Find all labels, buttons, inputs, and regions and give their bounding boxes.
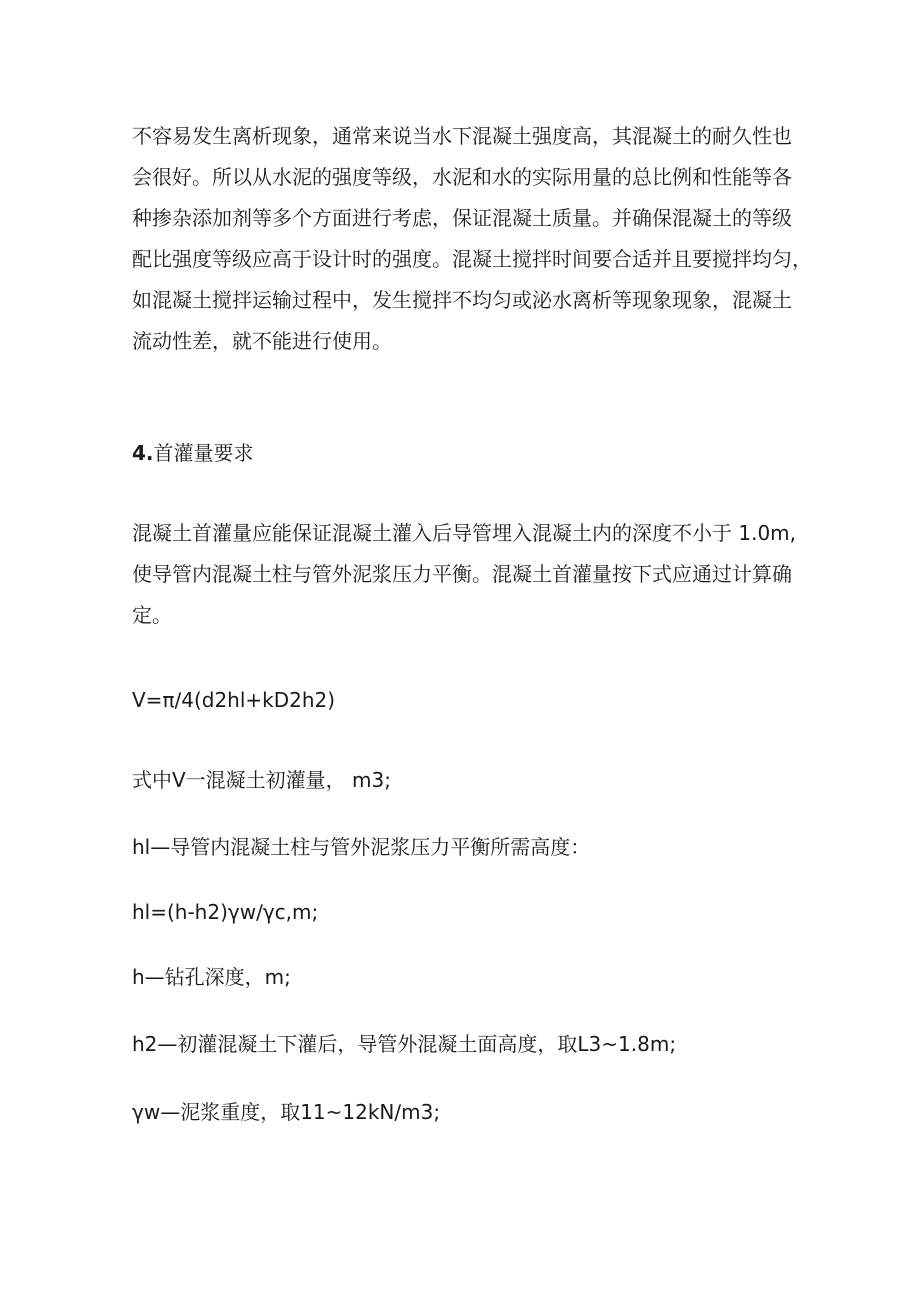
definition-gamma-w	[132, 1092, 800, 1133]
definition-h	[132, 957, 800, 998]
paragraph-first-pour	[132, 513, 800, 636]
text-line: 种掺杂添加剂等多个方面进行考虑，保证混凝土质量。并确保混凝土的等级	[132, 206, 792, 230]
text-line: hl—导管内混凝土柱与管外泥浆压力平衡所需高度：	[132, 835, 591, 859]
paragraph-concrete-quality	[132, 116, 812, 362]
formula-volume	[132, 680, 800, 721]
text-line: 混凝土首灌量应能保证混凝土灌入后导管埋入混凝土内的深度不小于 1.0m,	[132, 521, 797, 545]
text-line: 定。	[132, 603, 172, 627]
text-line: 配比强度等级应高于设计时的强度。混凝土搅拌时间要合适并且要搅拌均匀，	[132, 247, 812, 271]
text-line: 流动性差，就不能进行使用。	[132, 329, 392, 353]
text-line: 会很好。所以从水泥的强度等级，水泥和水的实际用量的总比例和性能等各	[132, 165, 792, 189]
text-line: h—钻孔深度，m;	[132, 965, 291, 989]
text-line: 式中V一混凝土初灌量， m3;	[132, 768, 391, 792]
text-line: h2—初灌混凝土下灌后，导管外混凝土面高度，取L3~1.8m;	[132, 1032, 677, 1056]
definition-h2	[132, 1024, 800, 1065]
text-line: 不容易发生离析现象，通常来说当水下混凝土强度高，其混凝土的耐久性也	[132, 124, 792, 148]
text-line: 如混凝土搅拌运输过程中，发生搅拌不均匀或泌水离析等现象现象，混凝土	[132, 288, 792, 312]
formula-hl	[132, 892, 800, 933]
section-heading-text: 首灌量要求	[153, 441, 254, 465]
text-line: 使导管内混凝土柱与管外泥浆压力平衡。混凝土首灌量按下式应通过计算确	[132, 562, 792, 586]
text-line: hl=(h-h2)γw∕γc,m;	[132, 900, 319, 924]
text-line: V=π∕4(d2hl+kD2h2)	[132, 688, 336, 712]
definition-v	[132, 760, 800, 801]
text-line: γw—泥浆重度，取11~12kN∕m3;	[132, 1100, 441, 1124]
section-heading-number: 4.	[132, 441, 154, 465]
section-heading	[132, 433, 800, 474]
definition-hl	[132, 827, 800, 868]
